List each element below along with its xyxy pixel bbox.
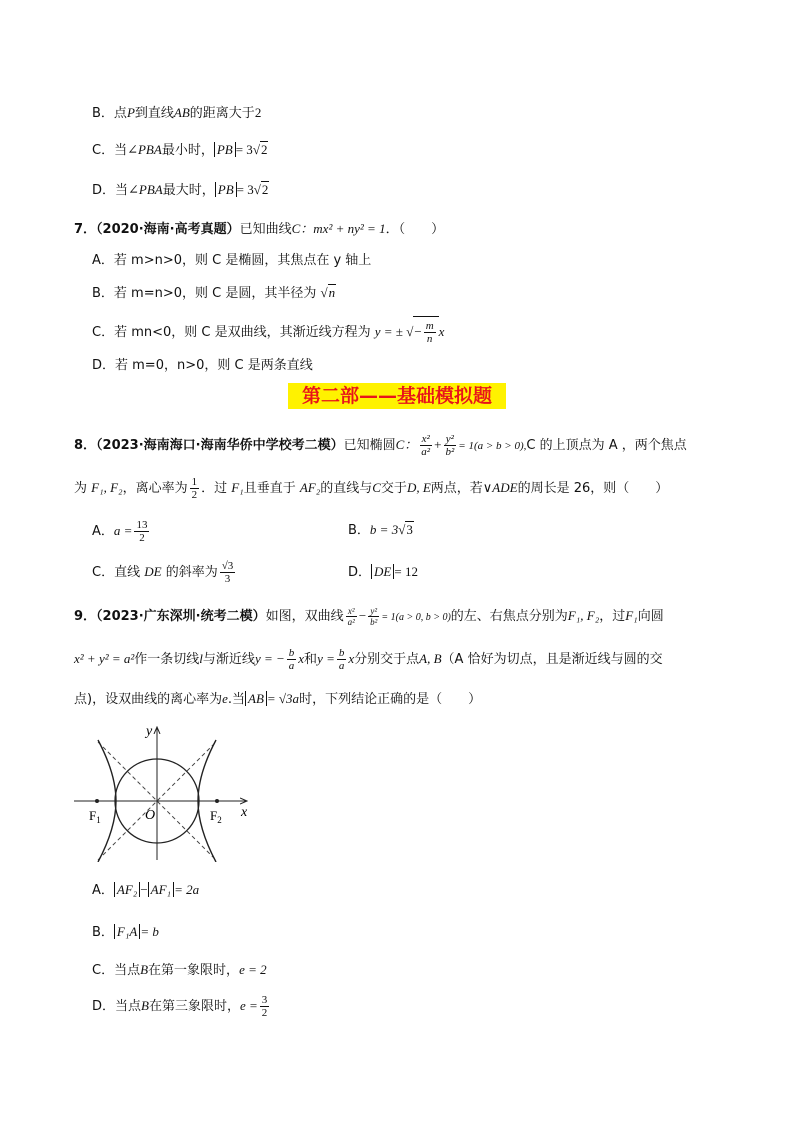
q8-stem-line2: 为 F₁, F₂，离心率为 $\frac{1}{2}$ ．过 F₁且垂直于 AF₂的直线与C交于D, E两点，若∨ADE的周长是 26，则（ ） [74,476,669,501]
q8-option-a: A．a = $\frac{13}{2}$ [92,519,148,544]
f2-label: $F_2$ [210,808,222,825]
q8-option-c: C．直线 DE 的斜率为 $\frac{√3}{3}$ [92,560,234,585]
y-axis-label: y [146,724,153,739]
origin-label: O [145,808,156,823]
q7-stem: 7．（2020·海南·高考真题）已知曲线C：mx² + ny² = 1．（ ） [74,221,445,237]
q7-option-a: A．若 m>n>0，则 C 是椭圆，其焦点在 y 轴上 [92,253,372,268]
section-title-banner: 第二部——基础模拟题 [288,383,506,409]
q8-option-b: B．b = 3√3 [348,522,413,538]
q7-option-c: C．若 mn<0，则 C 是双曲线，其渐近线方程为 y = ± √− $\frac{m}{n}$ x [92,316,444,348]
q6-option-d: D．当∠PBA最大时， PB = 3√2 [92,182,269,198]
q9-stem-line1: 9．（2023·广东深圳·统考二模）如图，双曲线 $\frac{\text{x²}}{\text{a²}}$ − $\frac{\text{y²}}{\text{b²}}$ = 1(a > 0, b > 0)的左、右焦点分别为F₁, F₂，过F₁向圆 [74,606,664,627]
q9-option-a: A． AF₂ − AF₁ = 2a [92,882,200,898]
q9-option-b: B． F₁A = b [92,924,159,940]
q7-option-d: D．若 m=0，n>0，则 C 是两条直线 [92,358,313,373]
hyperbola-figure [70,722,260,862]
q9-option-c: C．当点B在第一象限时，e = 2 [92,962,267,978]
q7-option-b: B．若 m=n>0，则 C 是圆，其半径为 √n [92,285,336,301]
q8-stem-line1: 8．（2023·海南海口·海南华侨中学校考二模）已知椭圆C： $\frac{\text{x²}}{\text{a²}}$ + $\frac{\text{y²}}{\text{b²}}$ = 1(a > b > 0),C 的上顶点为 A ，两个焦点 [74,433,687,458]
q9-stem-line3: 点)，设双曲线的离心率为e.当 AB = √3a时，下列结论正确的是（ ） [74,691,482,707]
focus-f1-point [95,799,99,803]
q9-option-d: D．当点B在第三象限时，e = $\frac{3}{2}$ [92,994,268,1019]
q9-stem-line2: x² + y² = a²作一条切线l与渐近线y = − $\frac{b}{a}$ x和y = $\frac{b}{a}$ x分别交于点A, B（A 恰好为切点，且是渐近线与圆的交 [74,647,663,672]
x-axis-label: x [241,805,248,820]
q6-option-b: B．点P到直线AB的距离大于2 [92,105,262,121]
focus-f2-point [215,799,219,803]
q6-option-c: C．当∠PBA最小时， PB = 3√2 [92,142,268,158]
q8-option-d: D． DE = 12 [348,564,418,580]
f1-label: $F_1$ [89,808,101,825]
